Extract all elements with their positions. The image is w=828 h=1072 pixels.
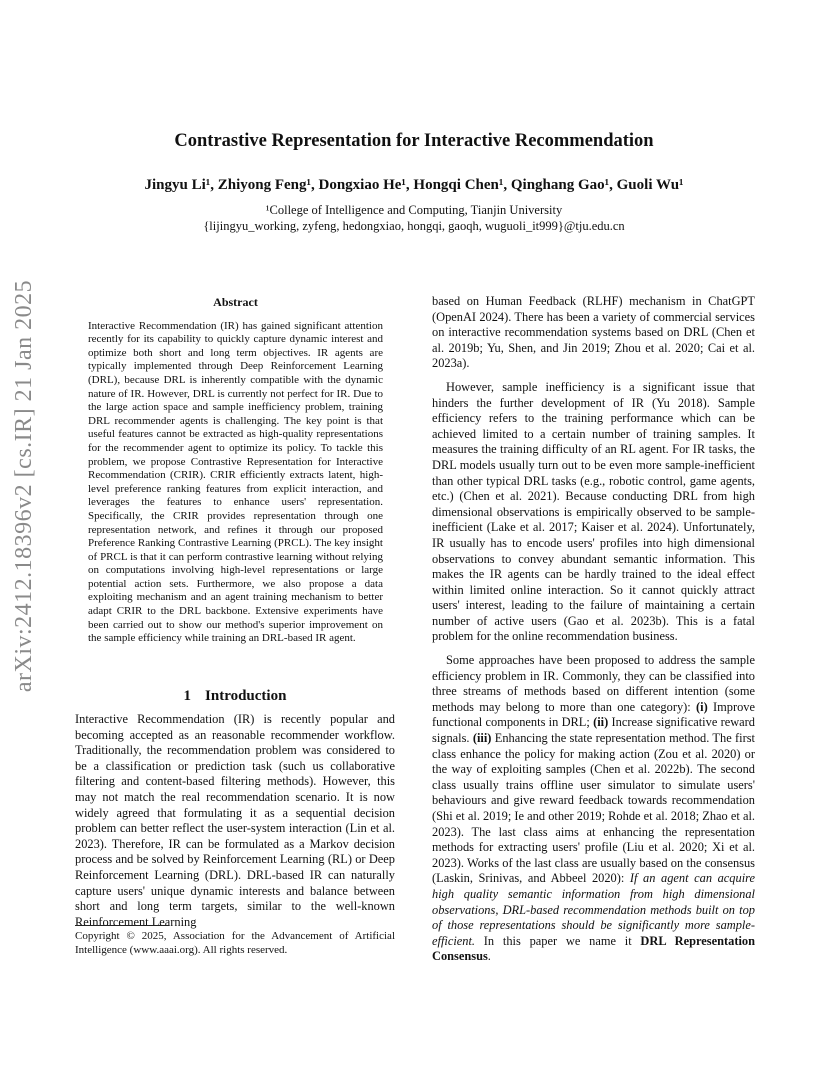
intro-paragraph-1: Interactive Recommendation (IR) is recently popular and becoming accepted as an reasonable recommender workflow. Traditionally, the recommendation problem was considered to be a classification or prediction task (such us collaborative filtering and content-based filtering methods). However, this may not match the real recommendation scenario. It is now widely agreed that formulating it as a sequential decision problem can better reflect the user-system interaction (Lin et al. 2023). Therefore, IR can be formulated as a Markov decision process and be solved by Reinforcement Learning (RL) or Deep Reinforcement Learning (DRL). DRL-based IR can naturally capture users' unique dynamic interests and balance between short and long term targets, similar to the well-known Reinforcement Learning: [75, 712, 395, 929]
consensus-quote: If an agent can acquire high quality semantic information from high dimensional observations, DRL-based recommendation methods built on top of those representations should be significantly more sample-efficient.: [432, 871, 755, 948]
section-heading-introduction: [75, 686, 395, 706]
abstract-heading: Abstract: [213, 295, 258, 309]
section-number: 1: [183, 688, 192, 704]
right-column: [432, 294, 755, 965]
author-list: Jingyu Li¹, Zhiyong Feng¹, Dongxiao He¹, Hongqi Chen¹, Qinghang Gao¹, Guoli Wu¹: [144, 177, 684, 193]
author-emails: {lijingyu_working, zyfeng, hedongxiao, hongqi, gaoqh, wuguoli_it999}@tju.edu.cn: [203, 219, 625, 233]
section-title: Introduction: [205, 688, 287, 704]
affiliation: ¹College of Intelligence and Computing, Tianjin University: [265, 203, 563, 217]
paper-title: Contrastive Representation for Interactive Recommendation: [174, 131, 654, 151]
copyright-notice: Copyright © 2025, Association for the Advancement of Artificial Intelligence (www.aaai.org). All rights reserved.: [75, 930, 395, 956]
introduction-body: [75, 712, 395, 930]
arxiv-stamp: arXiv:2412.18396v2 [cs.IR] 21 Jan 2025: [11, 279, 37, 693]
intro-paragraph-2: However, sample inefficiency is a significant issue that hinders the further development of IR (Yu 2018). Sample efficiency refers to the training performance which can be achieved limited to a certain number of training samples. It measures the training difficulty of an RL agent. For IR tasks, the DRL models usually turn out to be even more sample-inefficient than other typical DRL tasks (e.g., robotic control, game agents, etc.) (Chen et al. 2021). Because conducting DRL from high dimensional observations is empirically observed to be sample-inefficient (Lake et al. 2017; Kaiser et al. 2024). Unfortunately, IR usually has to encode users' profiles into high dimensional observations to convey abundant semantic information. This makes the IR agents can be hardly trained to the ideal effect within limited online interaction. So it cannot quickly attract users' interest, leading to the failure of maintaining a certain number of active users (Gao et al. 2023b). This is a fatal problem for the online recommendation business.: [432, 379, 755, 644]
intro-paragraph-continued: based on Human Feedback (RLHF) mechanism in ChatGPT (OpenAI 2024). There has been a variety of commercial services on interactive recommendation systems based on DRL (Chen et al. 2019b; Yu, Shen, and Jin 2019; Zhou et al. 2020; Cai et al. 2023a).: [432, 294, 755, 371]
consensus-name: DRL Representation Consensus: [432, 933, 755, 964]
abstract-text: Interactive Recommendation (IR) has gained significant attention recently for its capability to quickly capture dynamic interest and optimize both short and long term objectives. IR agents are typically implemented through Deep Reinforcement Learning (DRL), because DRL is inherently compatible with the dynamic nature of IR. However, DRL is currently not perfect for IR. Due to the large action space and sample inefficiency problem, training DRL recommender agents is challenging. The key point is that useful features cannot be extracted as high-quality representations for the recommender agent to optimize its policy. To tackle this problem, we propose Contrastive Representation for Interactive Recommendation (CRIR). CRIR efficiently extracts latent, high-level preference ranking features from explicit interaction, and leverages the features to enhance users' representation. Specifically, the CRIR provides representation through one representation network, and refines it through our proposed Preference Ranking Contrastive Learning (PRCL). The key insight of PRCL is that it can perform contrastive learning without relying on computations involving high-level representations or large potential action sets. Furthermore, we also propose a data exploiting mechanism and an agent training mechanism to better adapt CRIR to the DRL backbone. Extensive experiments have been carried out to show our method's superior improvement on the sample efficiency while training an DRL-based IR agent.: [88, 319, 383, 645]
abstract-section: [88, 296, 383, 646]
footnote-rule: [75, 925, 169, 926]
intro-paragraph-3: Some approaches have been proposed to address the sample efficiency problem in IR. Commonly, they can be classified into three streams of methods based on different intention (some methods may belong to more than one category): (i) Improve functional components in DRL; (ii) Increase significative reward signals. (iii) Enhancing the state representation method. The first class enhance the policy for making action (Zou et al. 2020) or the way of exploiting samples (Chen et al. 2022b). The second class usually trains offline user simulator to simulate users' behaviours and give reward feedback towards recommendation (Shi et al. 2019; Ie and other 2019; Rohde et al. 2018; Zhao et al. 2023). The last class aims at enhancing the representation methods for extracting users' profile (Liu et al. 2020; Xi et al. 2023). Works of the last class are usually based on the consensus (Laskin, Srinivas, and Abbeel 2020): If an agent can acquire high quality semantic information from high dimensional observations, DRL-based recommendation methods built on top of those representations should be significantly more sample-efficient. In this paper we name it DRL Representation Consensus.: [432, 653, 756, 964]
